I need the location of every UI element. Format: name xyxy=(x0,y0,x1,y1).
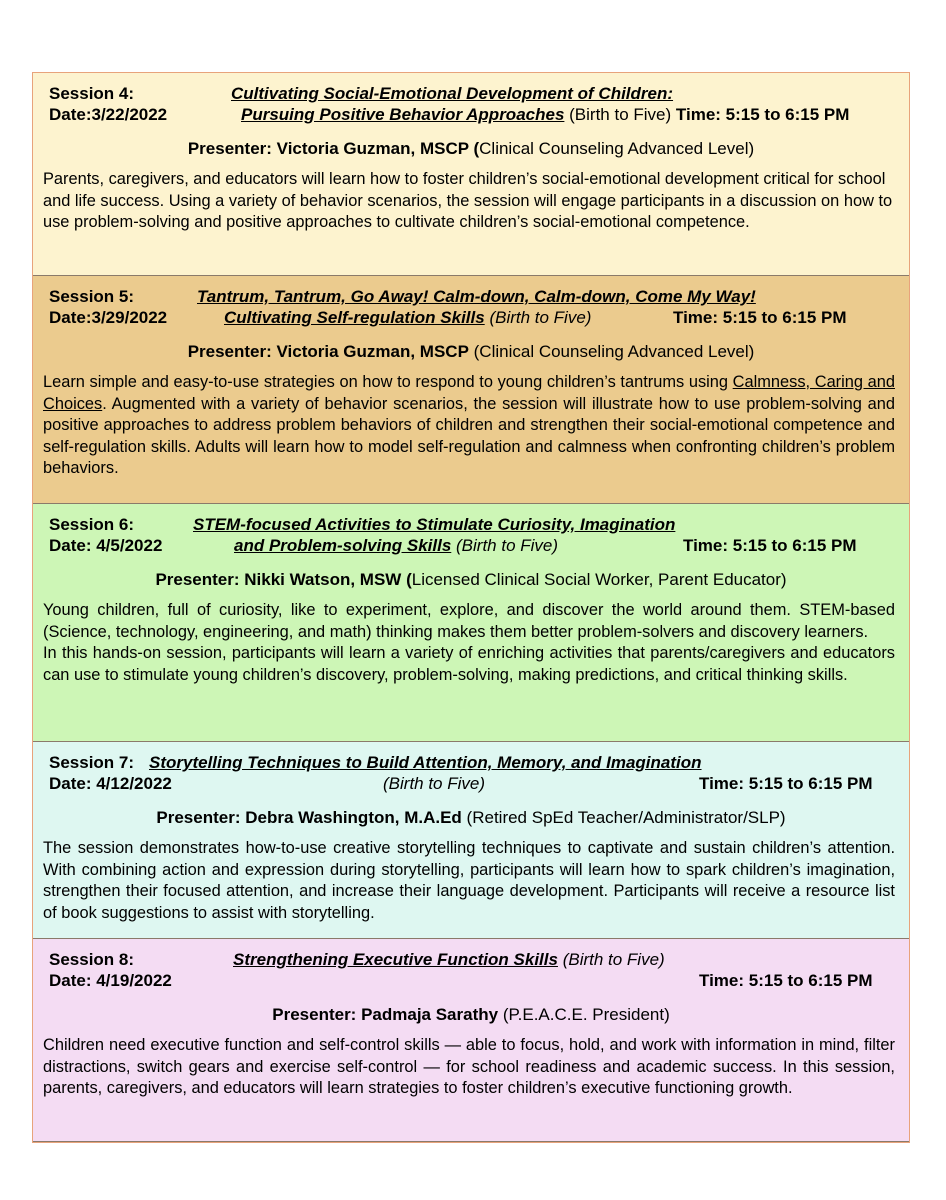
session-age: (Birth to Five) xyxy=(569,105,672,124)
session-time: Time: 5:15 to 6:15 PM xyxy=(699,971,873,990)
session-age: (Birth to Five) xyxy=(383,774,486,793)
session-time: Time: 5:15 to 6:15 PM xyxy=(699,774,873,793)
session-date: Date: 4/19/2022 xyxy=(49,971,172,990)
session-description: Learn simple and easy-to-use strategies on how to respond to young children’s tantrums using Calmness, Caring and Choices. Augmented with a variety of behavior scenarios, the session will illustrate how to use problem-solving and positive approaches to address problem behaviors of children and strengthen their social-emotional competence and self-regulation skills. Adults will learn how to model self-regulation and calmness when confronting children’s problem behaviors. xyxy=(43,373,895,477)
session-description-2: In this hands-on session, participants will learn a variety of enriching activities that parents/caregivers and educators can use to stimulate young children’s discovery, problem-solving, making predictions, and critical thinking skills. xyxy=(43,644,895,684)
presenter-credentials: Licensed Clinical Social Worker, Parent Educator) xyxy=(411,570,787,589)
presenter xyxy=(43,1004,899,1025)
session-date: Date:3/29/2022 xyxy=(49,308,168,327)
session-7-card xyxy=(33,742,909,939)
session-title-line1: STEM-focused Activities to Stimulate Curiosity, Imagination xyxy=(193,515,676,534)
session-description: The session demonstrates how-to-use creative storytelling techniques to captivate and sustain children’s attention. With combining action and expression during storytelling, participants will learn how to spark children’s imagination, strengthen their focused attention, and increase their language development. Participants will receive a resource list of book suggestions to assist with storytelling. xyxy=(43,839,895,922)
presenter xyxy=(43,807,899,828)
presenter-name: Presenter: Padmaja Sarathy xyxy=(272,1005,499,1024)
presenter-name: Presenter: Nikki Watson, MSW ( xyxy=(155,570,412,589)
session-8-card xyxy=(33,939,909,1142)
session-date: Date: 4/12/2022 xyxy=(49,774,172,793)
session-description: Children need executive function and self-control skills — able to focus, hold, and work with information in mind, filter distractions, switch gears and exercise self-control — for school readiness and academic success. In this session, parents, caregivers, and educators will learn strategies to foster children’s executive functioning growth. xyxy=(43,1036,895,1097)
presenter-credentials: (P.E.A.C.E. President) xyxy=(502,1005,670,1024)
session-date: Date: 4/5/2022 xyxy=(49,536,163,555)
session-5-card xyxy=(33,276,909,504)
session-age: (Birth to Five) xyxy=(456,536,559,555)
underlined-phrase: Calmness, Caring and Choices xyxy=(43,373,895,413)
session-age: (Birth to Five) xyxy=(562,950,665,969)
session-label: Session 7: xyxy=(49,753,135,772)
presenter xyxy=(43,138,899,159)
session-title-line1: Strengthening Executive Function Skills xyxy=(233,950,558,969)
session-time: Time: 5:15 to 6:15 PM xyxy=(673,308,847,327)
session-description: Parents, caregivers, and educators will learn how to foster children’s social-emotional development critical for school and life success. Using a variety of behavior scenarios, the session will engage participants in a discussion on how to use problem-solving and positive approaches to cultivate children’s social-emotional competence. xyxy=(43,170,893,231)
session-title-line1: Storytelling Techniques to Build Attention, Memory, and Imagination xyxy=(149,753,702,772)
presenter-credentials: (Clinical Counseling Advanced Level) xyxy=(473,342,755,361)
presenter-credentials: Clinical Counseling Advanced Level) xyxy=(479,139,755,158)
session-label: Session 5: xyxy=(49,287,135,306)
session-title-line2: Pursuing Positive Behavior Approaches xyxy=(241,105,565,124)
session-title-line2: Cultivating Self-regulation Skills xyxy=(224,308,485,327)
session-6-card xyxy=(33,504,909,742)
session-schedule xyxy=(32,72,910,1143)
session-date: Date:3/22/2022 xyxy=(49,105,168,124)
session-time: Time: 5:15 to 6:15 PM xyxy=(683,536,857,555)
session-title-line2: and Problem-solving Skills xyxy=(234,536,452,555)
session-title-line1: Cultivating Social-Emotional Development of Children: xyxy=(231,84,674,103)
presenter xyxy=(43,569,899,590)
presenter-name: Presenter: Victoria Guzman, MSCP xyxy=(187,342,469,361)
session-title-line1: Tantrum, Tantrum, Go Away! Calm-down, Calm-down, Come My Way! xyxy=(197,287,756,306)
presenter-name: Presenter: Victoria Guzman, MSCP ( xyxy=(187,139,480,158)
session-label: Session 8: xyxy=(49,950,135,969)
session-label: Session 4: xyxy=(49,84,135,103)
session-age: (Birth to Five) xyxy=(489,308,592,327)
presenter-name: Presenter: Debra Washington, M.A.Ed xyxy=(156,808,462,827)
session-4-card xyxy=(33,73,909,276)
session-time: Time: 5:15 to 6:15 PM xyxy=(675,105,850,124)
session-description: Young children, full of curiosity, like to experiment, explore, and discover the world around them. STEM-based (Science, technology, engineering, and math) thinking makes them better problem-solvers and discovery learners. xyxy=(43,601,895,641)
session-label: Session 6: xyxy=(49,515,135,534)
presenter-credentials: (Retired SpEd Teacher/Administrator/SLP) xyxy=(466,808,786,827)
presenter xyxy=(43,341,899,362)
